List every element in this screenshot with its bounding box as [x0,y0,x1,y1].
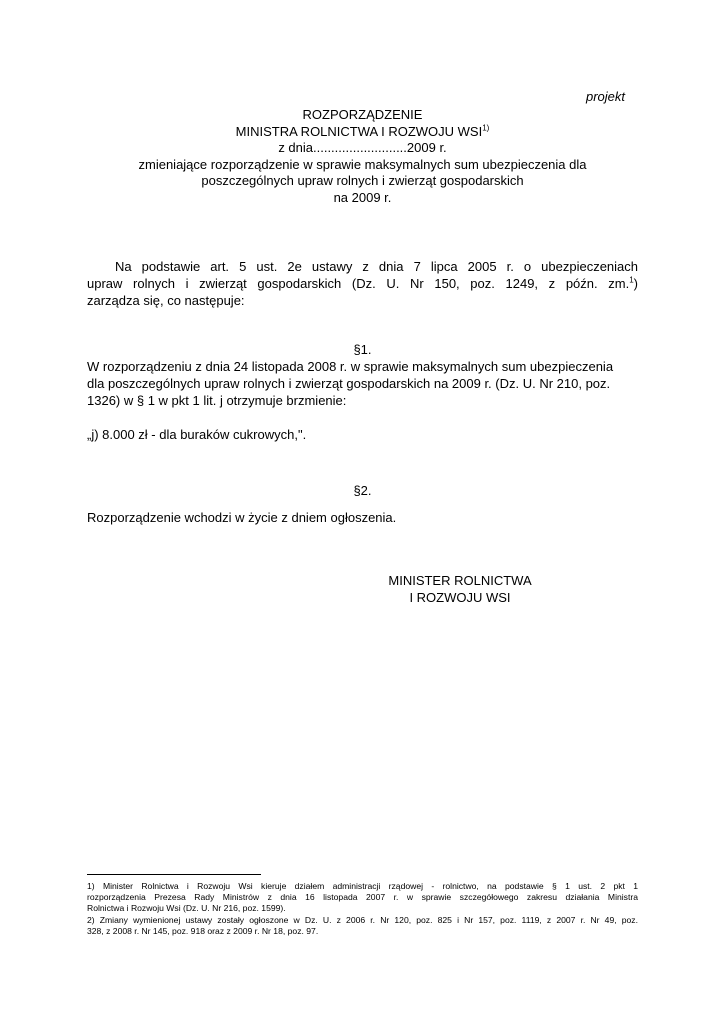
footnote-separator [87,874,261,875]
section-2-text: Rozporządzenie wchodzi w życie z dniem ogłoszenia. [87,510,397,525]
section-1-body [87,358,638,409]
section-1-line-3: 1326) w § 1 w pkt 1 lit. j otrzymuje brzmienie: [87,393,347,408]
date-line: z dnia..........................2009 r. [278,140,447,155]
section-1-line-2: dla poszczególnych upraw rolnych i zwierząt gospodarskich na 2009 r. (Dz. U. Nr 210, poz. [87,376,611,391]
signature-line-2: I ROZWOJU WSI [409,589,511,605]
draft-label: projekt [586,89,626,104]
subject-line-2: poszczególnych upraw rolnych i zwierząt gospodarskich [201,173,524,188]
subject-line-3: na 2009 r. [333,189,392,205]
legal-basis-footnote-ref: 1 [629,275,634,285]
legal-basis-line-3: zarządza się, co następuje: [87,293,245,308]
footnote-2-line-1: 2) Zmiany wymienionej ustawy zostały ogłoszone w Dz. U. z 2006 r. Nr 120, poz. 825 i Nr 157, poz. 1119, z 2007 r. Nr 49, poz. [87,914,638,925]
issuer-line [90,124,635,141]
section-2-heading: §2. [353,483,372,498]
section-1-quote: „j) 8.000 zł - dla buraków cukrowych,". [87,427,307,442]
issuer-footnote-ref: 1) [482,123,490,133]
section-1-heading: §1. [353,342,372,357]
legal-basis-line-2-text: upraw rolnych i zwierząt gospodarskich (Dz. U. Nr 150, poz. 1249, z późn. zm. [87,276,630,291]
legal-basis-line-2-end: ) [633,276,638,291]
section-1-line-1: W rozporządzeniu z dnia 24 listopada 2008 r. w sprawie maksymalnych sum ubezpieczenia [87,359,614,374]
legal-basis-paragraph [87,258,638,309]
signature-block [370,573,550,606]
footnote-2-line-2: 328, z 2008 r. Nr 145, poz. 918 oraz z 2009 r. Nr 18, poz. 97. [87,925,319,936]
legal-basis-line-1: Na podstawie art. 5 ust. 2e ustawy z dnia 7 lipca 2005 r. o ubezpieczeniach [115,259,638,274]
signature-line-1: MINISTER ROLNICTWA [388,573,532,588]
regulation-header [90,107,635,206]
footnote-1-line-2: rozporządzenia Prezesa Rady Ministrów z dnia 16 listopada 2007 r. w sprawie szczegółowego zakresu działania Ministra [87,892,638,903]
regulation-title: ROZPORZĄDZENIE [302,107,423,122]
footnotes [87,881,638,937]
subject-line-1: zmieniające rozporządzenie w sprawie maksymalnych sum ubezpieczenia dla [138,156,587,172]
footnote-1-line-3: Rolnictwa i Rozwoju Wsi (Dz. U. Nr 216, poz. 1599). [87,903,286,914]
legal-basis-line-2 [87,275,638,292]
footnote-1-line-1: 1) Minister Rolnictwa i Rozwoju Wsi kieruje działem administracji rządowej - rolnictwo, na podstawie § 1 ust. 2 pkt 1 [87,881,638,891]
issuer-name: MINISTRA ROLNICTWA I ROZWOJU WSI [235,123,483,139]
